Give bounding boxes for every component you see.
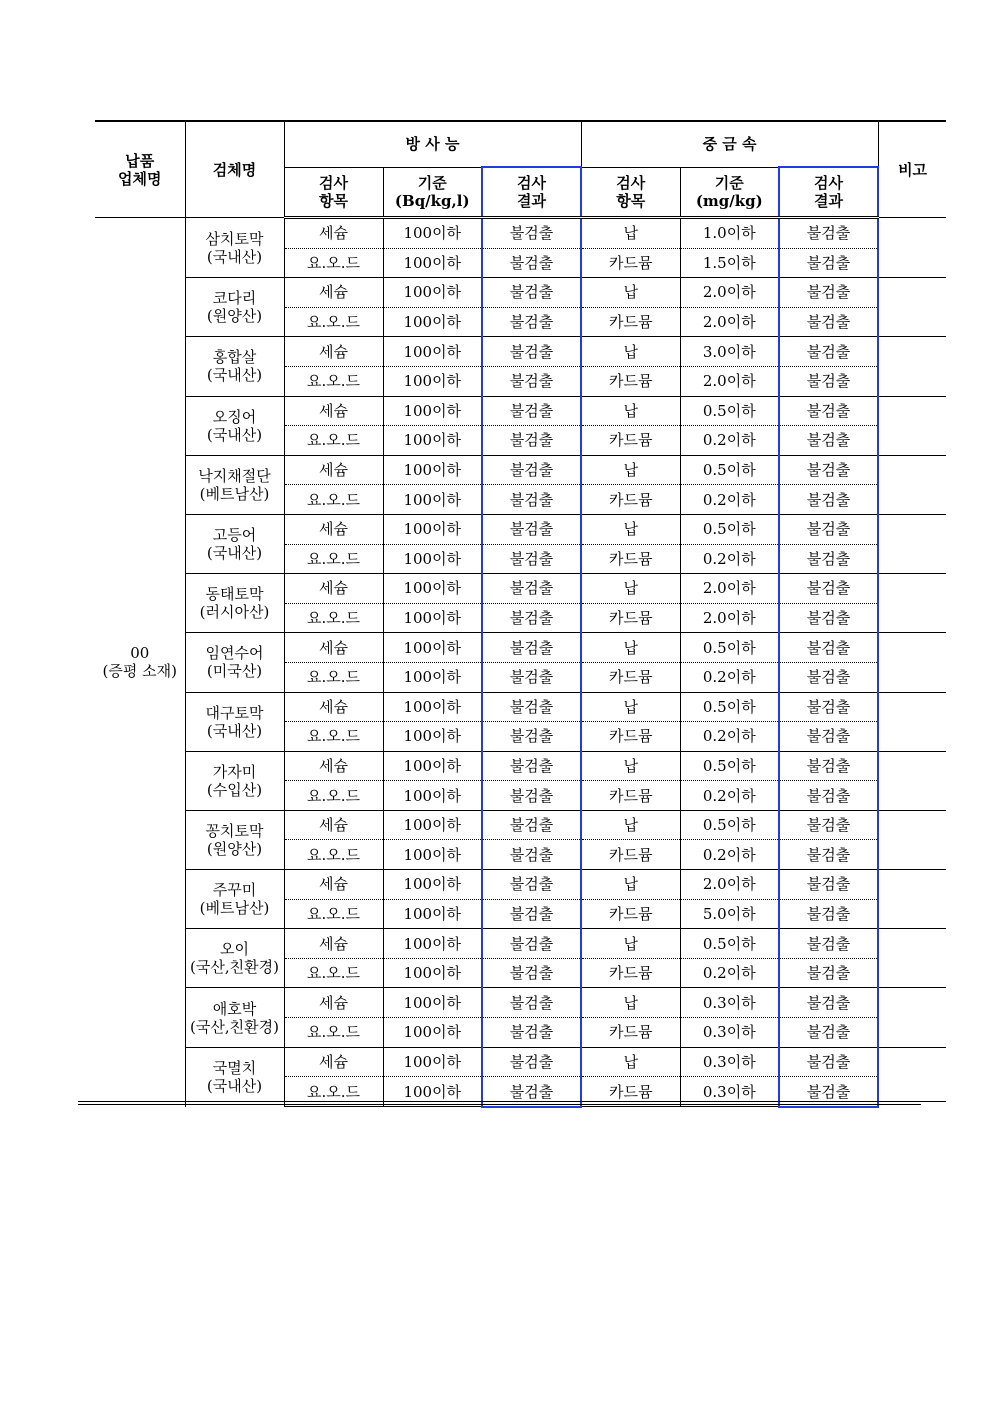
rad-item-iodine: 요.오.드: [284, 603, 383, 633]
bottom-rule: [78, 1101, 946, 1102]
hm-item-lead: 납: [581, 514, 680, 544]
vendor-header: [95, 121, 185, 218]
table-row: [95, 988, 946, 1018]
table-row: [95, 278, 946, 308]
hm-item-cadmium: 카드뮴: [581, 426, 680, 456]
rad-result: 불검출: [482, 810, 581, 840]
hm-item-cadmium: 카드뮴: [581, 248, 680, 278]
specimen-name: 애호박: [212, 999, 257, 1018]
table-row: [95, 574, 946, 604]
rad-item-cesium: 세슘: [284, 751, 383, 781]
remark-cell: [878, 633, 946, 692]
hm-item-lead: 납: [581, 337, 680, 367]
rad-standard: 100이하: [383, 278, 482, 308]
table-row: [95, 751, 946, 781]
hm-standard-lead: 0.5이하: [680, 514, 779, 544]
hm-standard-lead: 1.0이하: [680, 218, 779, 249]
hm-standard-cadmium: 0.3이하: [680, 1018, 779, 1048]
hm-standard-cadmium: 2.0이하: [680, 307, 779, 337]
rad-item-iodine: 요.오.드: [284, 366, 383, 396]
specimen-name: 국멸치: [212, 1059, 257, 1078]
table-body: [95, 218, 946, 1107]
hm-result: 불검출: [779, 781, 878, 811]
rad-result: 불검출: [482, 337, 581, 367]
specimen-origin: (국내산): [206, 721, 263, 740]
rad-standard: 100이하: [383, 455, 482, 485]
hm-result: 불검출: [779, 307, 878, 337]
table-row: [95, 870, 946, 900]
radioactivity-header-label: 방 사 능: [405, 135, 460, 153]
hm-standard-lead: 0.5이하: [680, 396, 779, 426]
specimen-name: 임연수어: [205, 644, 264, 663]
rad-result: 불검출: [482, 307, 581, 337]
table-row: [95, 810, 946, 840]
vendor-cell: [95, 218, 185, 1107]
rad-standard: 100이하: [383, 366, 482, 396]
hm-standard-cadmium: 5.0이하: [680, 899, 779, 929]
hm-item-cadmium: 카드뮴: [581, 544, 680, 574]
rad-item-cesium: 세슘: [284, 988, 383, 1018]
hm-result: 불검출: [779, 218, 878, 249]
hm-item-lead: 납: [581, 455, 680, 485]
remarks-header: 비고: [878, 121, 946, 218]
rad-item-cesium: 세슘: [284, 870, 383, 900]
hm-result: 불검출: [779, 751, 878, 781]
hm-standard-cadmium: 0.2이하: [680, 958, 779, 988]
hm-item-cadmium: 카드뮴: [581, 840, 680, 870]
rad-result: 불검출: [482, 662, 581, 692]
rad-item-iodine: 요.오.드: [284, 958, 383, 988]
specimen-origin: (국내산): [206, 247, 263, 266]
rad-result: 불검출: [482, 633, 581, 663]
specimen-name: 낙지채절단: [198, 466, 271, 485]
specimen-origin: (베트남산): [199, 484, 270, 503]
specimen-origin: (국산,친환경): [190, 958, 279, 977]
rad-standard: 100이하: [383, 396, 482, 426]
vendor-header-line2: 업체명: [118, 169, 162, 188]
specimen-name: 주꾸미: [212, 881, 257, 900]
rad-item-iodine: 요.오.드: [284, 662, 383, 692]
remark-cell: [878, 337, 946, 396]
specimen-cell: [185, 337, 284, 396]
hm-standard-lead: 0.5이하: [680, 929, 779, 959]
hm-item-lead: 납: [581, 574, 680, 604]
rad-standard-header: [383, 167, 482, 218]
hm-item-lead: 납: [581, 278, 680, 308]
rad-item-iodine: 요.오.드: [284, 722, 383, 752]
specimen-cell: [185, 929, 284, 988]
rad-result: 불검출: [482, 544, 581, 574]
rad-standard: 100이하: [383, 307, 482, 337]
rad-standard: 100이하: [383, 426, 482, 456]
table-row: [95, 929, 946, 959]
hm-item-lead: 납: [581, 810, 680, 840]
hm-standard-cadmium: 2.0이하: [680, 603, 779, 633]
rad-result: 불검출: [482, 278, 581, 308]
hm-result: 불검출: [779, 1047, 878, 1077]
remark-cell: [878, 870, 946, 929]
rad-result: 불검출: [482, 485, 581, 515]
rad-item-iodine: 요.오.드: [284, 1077, 383, 1107]
specimen-name: 삼치토막: [205, 229, 264, 248]
rad-item-iodine: 요.오.드: [284, 899, 383, 929]
rad-result: 불검출: [482, 722, 581, 752]
rad-item-iodine: 요.오.드: [284, 426, 383, 456]
rad-standard: 100이하: [383, 633, 482, 663]
hm-result: 불검출: [779, 337, 878, 367]
hm-standard-lead: 0.3이하: [680, 1047, 779, 1077]
rad-item-iodine: 요.오.드: [284, 781, 383, 811]
rad-standard: 100이하: [383, 485, 482, 515]
rad-item-cesium: 세슘: [284, 218, 383, 249]
hm-result: 불검출: [779, 1077, 878, 1107]
hm-standard-cadmium: 0.2이하: [680, 662, 779, 692]
hm-result: 불검출: [779, 810, 878, 840]
specimen-origin: (수입산): [206, 780, 263, 799]
rad-result: 불검출: [482, 899, 581, 929]
hm-item-cadmium: 카드뮴: [581, 366, 680, 396]
heavy-metal-header: [581, 121, 878, 167]
specimen-origin: (국내산): [206, 1077, 263, 1096]
hm-item-header-line1: 검사: [616, 173, 646, 192]
hm-standard-cadmium: 0.2이하: [680, 722, 779, 752]
hm-result: 불검출: [779, 426, 878, 456]
specimen-cell: [185, 633, 284, 692]
remark-cell: [878, 455, 946, 514]
hm-result: 불검출: [779, 455, 878, 485]
hm-standard-header-line2: (mg/kg): [695, 191, 763, 210]
vendor-location: (증평 소재): [102, 662, 177, 681]
rad-result: 불검출: [482, 248, 581, 278]
rad-standard-header-line2: (Bq/kg,l): [394, 191, 470, 210]
hm-result: 불검출: [779, 988, 878, 1018]
rad-result: 불검출: [482, 1018, 581, 1048]
hm-item-lead: 납: [581, 870, 680, 900]
remark-cell: [878, 929, 946, 988]
rad-result-header: [482, 167, 581, 218]
hm-result-header-line1: 검사: [814, 174, 844, 192]
specimen-origin: (미국산): [206, 662, 263, 681]
specimen-cell: [185, 810, 284, 869]
hm-item-cadmium: 카드뮴: [581, 899, 680, 929]
hm-item-cadmium: 카드뮴: [581, 1018, 680, 1048]
hm-item-cadmium: 카드뮴: [581, 958, 680, 988]
rad-result: 불검출: [482, 781, 581, 811]
hm-standard-cadmium: 0.2이하: [680, 781, 779, 811]
specimen-header: 검체명: [185, 121, 284, 218]
hm-result: 불검출: [779, 366, 878, 396]
hm-standard-cadmium: 0.2이하: [680, 485, 779, 515]
specimen-cell: [185, 396, 284, 455]
rad-standard: 100이하: [383, 781, 482, 811]
rad-item-header-line2: 항목: [319, 191, 348, 210]
hm-standard-header-line1: 기준: [714, 173, 744, 192]
rad-standard: 100이하: [383, 603, 482, 633]
rad-standard: 100이하: [383, 692, 482, 722]
rad-result: 불검출: [482, 574, 581, 604]
rad-standard: 100이하: [383, 1077, 482, 1107]
table-row: [95, 692, 946, 722]
hm-result: 불검출: [779, 603, 878, 633]
hm-standard-cadmium: 0.2이하: [680, 840, 779, 870]
rad-item-cesium: 세슘: [284, 633, 383, 663]
hm-standard-lead: 2.0이하: [680, 574, 779, 604]
remark-cell: [878, 396, 946, 455]
hm-standard-lead: 0.5이하: [680, 810, 779, 840]
specimen-cell: [185, 988, 284, 1047]
rad-result: 불검출: [482, 218, 581, 249]
rad-standard: 100이하: [383, 751, 482, 781]
rad-item-cesium: 세슘: [284, 278, 383, 308]
specimen-origin: (국내산): [206, 366, 263, 385]
specimen-origin: (국내산): [206, 544, 263, 563]
specimen-origin: (국내산): [206, 425, 263, 444]
rad-item-iodine: 요.오.드: [284, 485, 383, 515]
rad-item-cesium: 세슘: [284, 810, 383, 840]
hm-result-header-line2: 결과: [814, 192, 844, 210]
rad-result: 불검출: [482, 1077, 581, 1107]
rad-item-iodine: 요.오.드: [284, 1018, 383, 1048]
hm-result: 불검출: [779, 899, 878, 929]
hm-standard-lead: 0.5이하: [680, 455, 779, 485]
table-row: [95, 455, 946, 485]
rad-standard: 100이하: [383, 662, 482, 692]
hm-standard-lead: 3.0이하: [680, 337, 779, 367]
specimen-name: 오징어: [212, 407, 257, 426]
rad-standard: 100이하: [383, 810, 482, 840]
remark-cell: [878, 278, 946, 337]
specimen-cell: [185, 751, 284, 810]
rad-standard: 100이하: [383, 988, 482, 1018]
rad-item-cesium: 세슘: [284, 574, 383, 604]
hm-item-lead: 납: [581, 751, 680, 781]
hm-standard-cadmium: 0.2이하: [680, 426, 779, 456]
hm-result: 불검출: [779, 633, 878, 663]
rad-standard: 100이하: [383, 1047, 482, 1077]
rad-item-cesium: 세슘: [284, 929, 383, 959]
test-results-table: [95, 120, 946, 1108]
remark-cell: [878, 692, 946, 751]
rad-item-cesium: 세슘: [284, 692, 383, 722]
table-row: [95, 218, 946, 249]
hm-result: 불검출: [779, 722, 878, 752]
rad-result: 불검출: [482, 1047, 581, 1077]
remark-cell: [878, 810, 946, 869]
specimen-name: 오이: [220, 940, 249, 959]
rad-item-iodine: 요.오.드: [284, 307, 383, 337]
radioactivity-header: [284, 121, 581, 167]
rad-item-header-line1: 검사: [319, 173, 348, 192]
heavy-metal-header-label: 중 금 속: [702, 135, 757, 153]
hm-standard-lead: 0.5이하: [680, 692, 779, 722]
hm-item-lead: 납: [581, 218, 680, 249]
rad-item-cesium: 세슘: [284, 514, 383, 544]
rad-standard: 100이하: [383, 574, 482, 604]
hm-result: 불검출: [779, 692, 878, 722]
hm-item-lead: 납: [581, 929, 680, 959]
hm-standard-lead: 0.5이하: [680, 633, 779, 663]
specimen-cell: [185, 870, 284, 929]
hm-standard-cadmium: 0.3이하: [680, 1077, 779, 1107]
rad-standard: 100이하: [383, 899, 482, 929]
rad-result: 불검출: [482, 426, 581, 456]
rad-result: 불검출: [482, 514, 581, 544]
specimen-origin: (원양산): [206, 839, 263, 858]
specimen-cell: [185, 574, 284, 633]
hm-standard-cadmium: 0.2이하: [680, 544, 779, 574]
rad-standard: 100이하: [383, 514, 482, 544]
rad-result: 불검출: [482, 840, 581, 870]
specimen-cell: [185, 218, 284, 278]
specimen-origin: (러시아산): [199, 603, 270, 622]
hm-item-header: [581, 167, 680, 218]
specimen-name: 코다리: [212, 289, 257, 308]
specimen-name: 고등어: [212, 526, 257, 545]
hm-standard-cadmium: 1.5이하: [680, 248, 779, 278]
hm-item-cadmium: 카드뮴: [581, 781, 680, 811]
hm-result: 불검출: [779, 958, 878, 988]
specimen-cell: [185, 455, 284, 514]
hm-result: 불검출: [779, 248, 878, 278]
specimen-origin: (원양산): [206, 307, 263, 326]
hm-result: 불검출: [779, 514, 878, 544]
hm-standard-lead: 2.0이하: [680, 870, 779, 900]
rad-item-header: [284, 167, 383, 218]
rad-result: 불검출: [482, 929, 581, 959]
hm-result-header: [779, 167, 878, 218]
rad-result: 불검출: [482, 603, 581, 633]
hm-result: 불검출: [779, 929, 878, 959]
rad-result-header-line2: 결과: [517, 192, 546, 210]
rad-result: 불검출: [482, 366, 581, 396]
remark-cell: [878, 751, 946, 810]
rad-item-iodine: 요.오.드: [284, 544, 383, 574]
remark-cell: [878, 218, 946, 278]
rad-standard: 100이하: [383, 218, 482, 249]
hm-item-cadmium: 카드뮴: [581, 662, 680, 692]
hm-standard-lead: 0.5이하: [680, 751, 779, 781]
vendor-code: 00: [130, 644, 150, 663]
specimen-cell: [185, 278, 284, 337]
rad-standard: 100이하: [383, 958, 482, 988]
bottom-rule-secondary: [78, 1104, 921, 1105]
specimen-name: 동태토막: [205, 585, 264, 604]
hm-standard-lead: 0.3이하: [680, 988, 779, 1018]
rad-result: 불검출: [482, 396, 581, 426]
remark-cell: [878, 1047, 946, 1107]
rad-item-iodine: 요.오.드: [284, 248, 383, 278]
hm-item-lead: 납: [581, 633, 680, 663]
rad-standard: 100이하: [383, 840, 482, 870]
remark-cell: [878, 574, 946, 633]
rad-result: 불검출: [482, 751, 581, 781]
specimen-origin: (베트남산): [199, 899, 270, 918]
rad-standard-header-line1: 기준: [417, 173, 447, 192]
specimen-cell: [185, 692, 284, 751]
hm-item-cadmium: 카드뮴: [581, 603, 680, 633]
hm-item-lead: 납: [581, 692, 680, 722]
rad-item-iodine: 요.오.드: [284, 840, 383, 870]
table-row: [95, 1047, 946, 1077]
specimen-name: 대구토막: [205, 703, 264, 722]
hm-item-lead: 납: [581, 1047, 680, 1077]
rad-standard: 100이하: [383, 544, 482, 574]
hm-item-lead: 납: [581, 396, 680, 426]
hm-item-cadmium: 카드뮴: [581, 485, 680, 515]
rad-result: 불검출: [482, 870, 581, 900]
hm-standard-lead: 2.0이하: [680, 278, 779, 308]
rad-standard: 100이하: [383, 248, 482, 278]
hm-result: 불검출: [779, 840, 878, 870]
hm-result: 불검출: [779, 396, 878, 426]
rad-standard: 100이하: [383, 870, 482, 900]
table-row: [95, 337, 946, 367]
table-header: [95, 121, 946, 218]
hm-item-cadmium: 카드뮴: [581, 722, 680, 752]
specimen-name: 홍합살: [212, 348, 257, 367]
rad-standard: 100이하: [383, 929, 482, 959]
rad-result: 불검출: [482, 455, 581, 485]
rad-item-cesium: 세슘: [284, 337, 383, 367]
specimen-name: 꽁치토막: [205, 821, 264, 840]
hm-item-lead: 납: [581, 988, 680, 1018]
hm-item-cadmium: 카드뮴: [581, 1077, 680, 1107]
hm-result: 불검출: [779, 485, 878, 515]
hm-item-cadmium: 카드뮴: [581, 307, 680, 337]
hm-result: 불검출: [779, 1018, 878, 1048]
remark-cell: [878, 988, 946, 1047]
table-row: [95, 396, 946, 426]
rad-item-cesium: 세슘: [284, 396, 383, 426]
specimen-cell: [185, 1047, 284, 1107]
rad-result-header-line1: 검사: [517, 174, 546, 192]
rad-standard: 100이하: [383, 722, 482, 752]
table-row: [95, 514, 946, 544]
hm-result: 불검출: [779, 574, 878, 604]
rad-item-cesium: 세슘: [284, 455, 383, 485]
vendor-header-line1: 납품: [125, 151, 155, 170]
rad-item-cesium: 세슘: [284, 1047, 383, 1077]
hm-result: 불검출: [779, 662, 878, 692]
hm-item-header-line2: 항목: [616, 191, 646, 210]
table-row: [95, 633, 946, 663]
hm-standard-cadmium: 2.0이하: [680, 366, 779, 396]
rad-standard: 100이하: [383, 1018, 482, 1048]
specimen-origin: (국산,친환경): [190, 1017, 279, 1036]
rad-result: 불검출: [482, 958, 581, 988]
hm-standard-header: [680, 167, 779, 218]
hm-result: 불검출: [779, 278, 878, 308]
hm-result: 불검출: [779, 870, 878, 900]
rad-result: 불검출: [482, 692, 581, 722]
hm-result: 불검출: [779, 544, 878, 574]
specimen-cell: [185, 514, 284, 573]
rad-standard: 100이하: [383, 337, 482, 367]
rad-result: 불검출: [482, 988, 581, 1018]
remark-cell: [878, 514, 946, 573]
specimen-name: 가자미: [212, 762, 257, 781]
